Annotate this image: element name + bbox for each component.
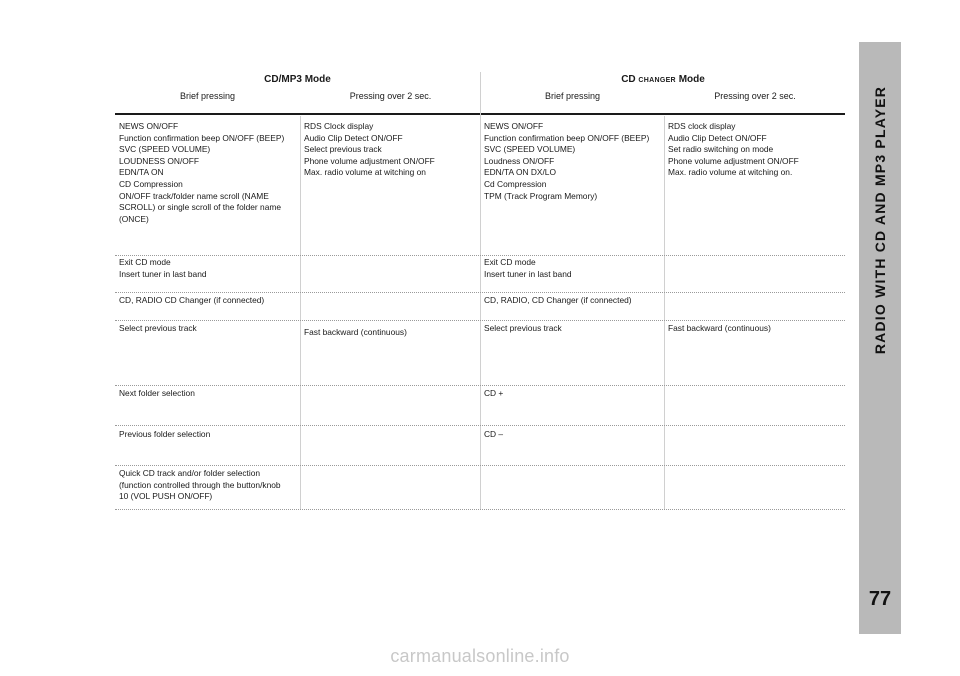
left-col-long-header: Pressing over 2 sec. xyxy=(349,91,432,101)
row-rule xyxy=(115,509,845,510)
right-row-4-brief: Select previous track xyxy=(484,323,562,333)
right-row-2-brief: Exit CD mode Insert tuner in last band xyxy=(484,257,572,279)
right-col-long-header: Pressing over 2 sec. xyxy=(714,91,796,101)
right-column-divider xyxy=(664,116,665,510)
left-row-1-long: RDS Clock display Audio Clip Detect ON/OFF Select previous track Phone volume adjustment ON/OFF Max. radio volume at witching on xyxy=(304,121,435,178)
right-col-brief-header: Brief pressing xyxy=(544,91,601,101)
row-rule xyxy=(115,255,845,256)
right-mode-title-tail: Mode xyxy=(678,74,705,85)
row-rule xyxy=(115,385,845,386)
right-row-3-brief: CD, RADIO, CD Changer (if connected) xyxy=(484,295,632,305)
left-row-4-long: Fast backward (continuous) xyxy=(304,327,407,337)
mode-divider xyxy=(480,72,481,510)
section-title: RADIO WITH CD AND MP3 PLAYER xyxy=(872,85,888,355)
left-row-2-brief: Exit CD mode Insert tuner in last band xyxy=(119,257,207,279)
left-mode-title: CD/MP3 Mode xyxy=(264,74,331,85)
row-rule xyxy=(115,320,845,321)
right-row-4-long: Fast backward (continuous) xyxy=(668,323,771,333)
left-row-6-brief: Previous folder selection xyxy=(119,429,211,439)
left-row-1-brief: NEWS ON/OFF Function confirmation beep ON/OFF (BEEP) SVC (SPEED VOLUME) LOUDNESS ON/OFF EDN/TA ON CD Compression ON/OFF track/folder name scroll (NAME SCROLL) or single scroll of the folder name (ONCE) xyxy=(119,121,285,224)
left-col-brief-header: Brief pressing xyxy=(179,91,236,101)
page-number: 77 xyxy=(868,588,892,610)
right-mode-title xyxy=(481,74,845,85)
row-rule xyxy=(115,292,845,293)
left-row-7-brief: Quick CD track and/or folder selection (function controlled through the button/knob 10 (VOL PUSH ON/OFF) xyxy=(119,468,281,502)
watermark-text: carmanualsonline.info xyxy=(390,646,570,666)
right-mode-title-smallcaps: CHANGER xyxy=(638,77,676,84)
right-row-1-long: RDS clock display Audio Clip Detect ON/OFF Set radio switching on mode Phone volume adjustment ON/OFF Max. radio volume at witching on. xyxy=(668,121,799,178)
right-mode-title-main: CD xyxy=(621,74,636,85)
left-row-5-brief: Next folder selection xyxy=(119,388,195,398)
row-rule xyxy=(115,425,845,426)
right-row-6-brief: CD – xyxy=(484,429,504,439)
right-row-5-brief: CD + xyxy=(484,388,504,398)
left-row-4-brief: Select previous track xyxy=(119,323,197,333)
right-row-1-brief: NEWS ON/OFF Function confirmation beep ON/OFF (BEEP) SVC (SPEED VOLUME) Loudness ON/OFF EDN/TA ON DX/LO Cd Compression TPM (Track Program Memory) xyxy=(484,121,650,201)
left-row-3-brief: CD, RADIO CD Changer (if connected) xyxy=(119,295,265,305)
left-column-divider xyxy=(300,116,301,510)
row-rule xyxy=(115,465,845,466)
